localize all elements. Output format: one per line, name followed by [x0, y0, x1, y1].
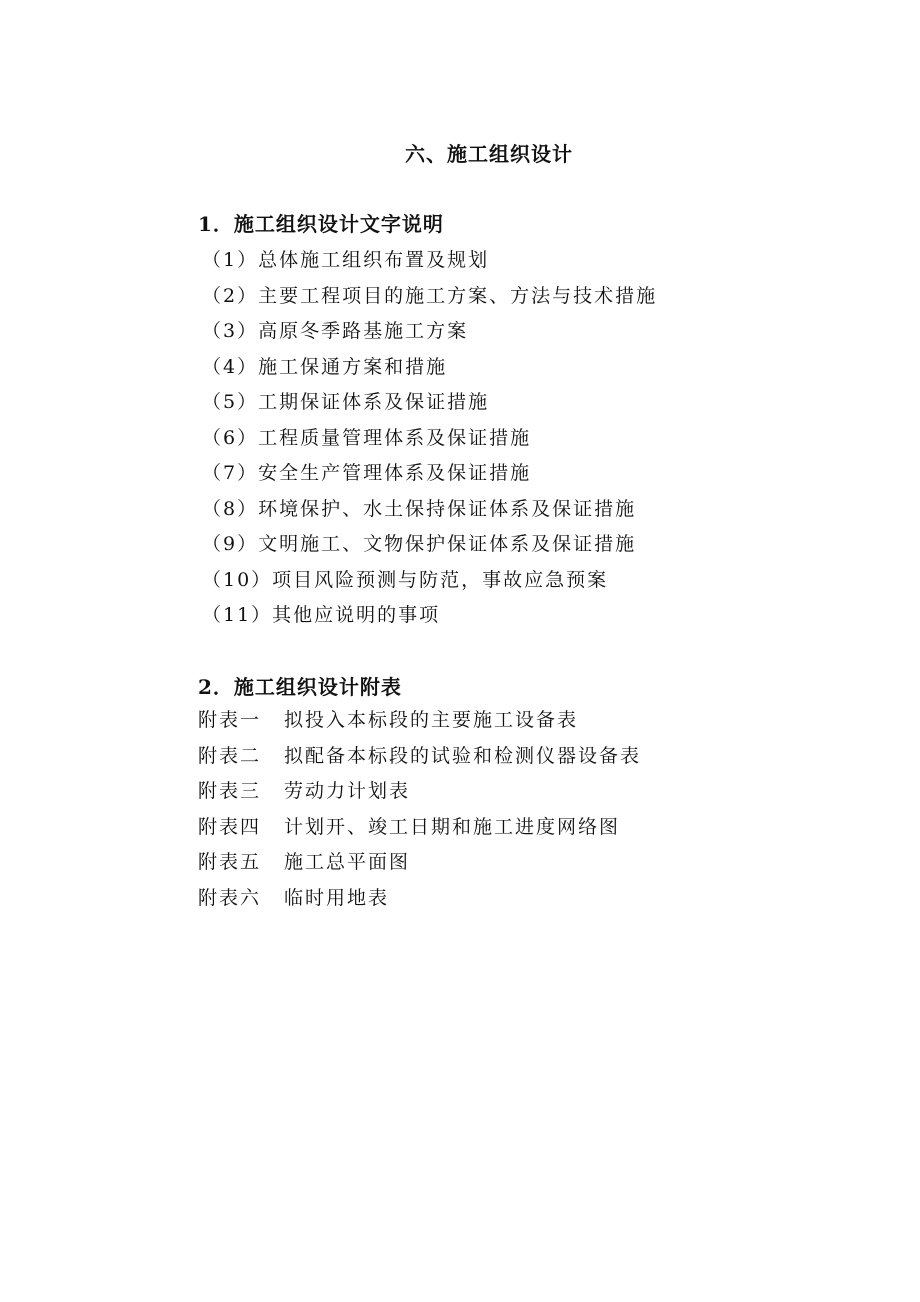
document-title: 六、施工组织设计 [405, 142, 573, 166]
annex-label: 附表二 [198, 744, 262, 767]
annex-text: 临时用地表 [284, 886, 390, 909]
list-item: （8）环境保护、水土保持保证体系及保证措施 [202, 497, 637, 520]
list-item: （9）文明施工、文物保护保证体系及保证措施 [202, 533, 637, 555]
list-item: （6）工程质量管理体系及保证措施 [202, 426, 532, 449]
annex-text: 拟配备本标段的试验和检测仪器设备表 [284, 744, 642, 767]
annex-item [198, 774, 641, 810]
list-item: （1）总体施工组织布置及规划 [202, 249, 490, 271]
annex-text: 计划开、竣工日期和施工进度网络图 [284, 815, 621, 838]
section-2-heading: 2．施工组织设计附表 [198, 675, 402, 699]
annex-list [198, 703, 641, 916]
section-1-list [202, 243, 657, 634]
annex-text: 施工总平面图 [284, 851, 411, 873]
annex-label: 附表三 [198, 780, 262, 802]
annex-item [198, 703, 641, 739]
list-item: （7）安全生产管理体系及保证措施 [202, 462, 532, 484]
list-item: （2）主要工程项目的施工方案、方法与技术措施 [202, 284, 658, 307]
annex-item [198, 810, 641, 846]
list-item: （4）施工保通方案和措施 [202, 355, 448, 378]
annex-label: 附表五 [198, 851, 262, 873]
annex-text: 劳动力计划表 [284, 780, 411, 802]
list-item: （11）其他应说明的事项 [202, 604, 441, 626]
annex-item [198, 845, 641, 881]
annex-label: 附表四 [198, 815, 262, 838]
annex-item [198, 881, 641, 917]
list-item: （10）项目风险预测与防范，事故应急预案 [202, 568, 609, 591]
annex-item [198, 739, 641, 775]
annex-label: 附表一 [198, 709, 262, 731]
section-1-heading: 1．施工组织设计文字说明 [198, 212, 444, 236]
list-item: （5）工期保证体系及保证措施 [202, 391, 490, 413]
list-item: （3）高原冬季路基施工方案 [202, 320, 469, 342]
annex-text: 拟投入本标段的主要施工设备表 [284, 709, 579, 731]
annex-label: 附表六 [198, 886, 262, 909]
